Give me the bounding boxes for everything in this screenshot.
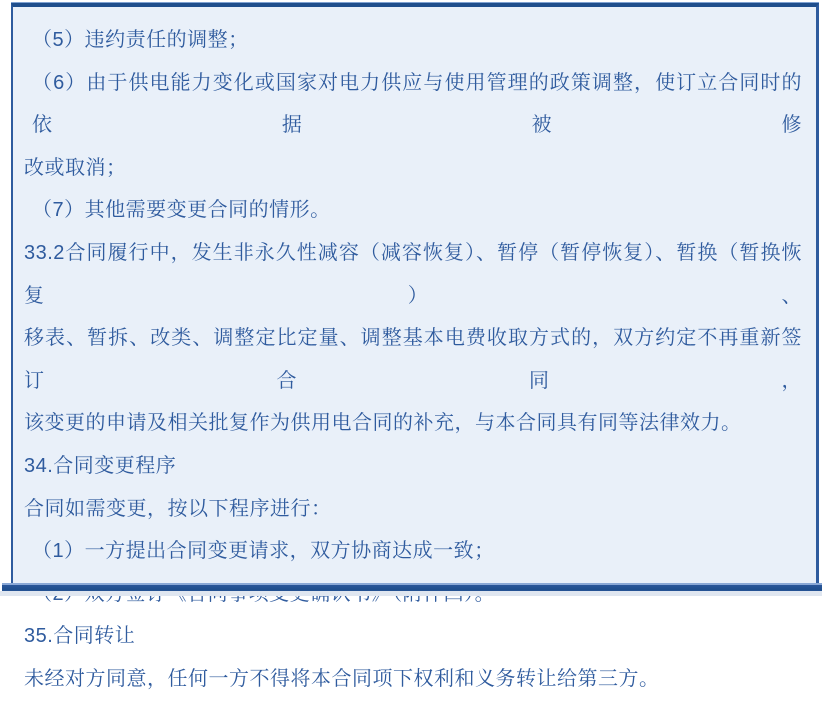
contract-line-clause-35-heading: 35.合同转让 (24, 625, 136, 648)
contract-line-clause-34-heading: 34.合同变更程序 (24, 454, 177, 477)
contract-line-item-7: （7）其他需要变更合同的情形。 (32, 199, 331, 222)
bottom-edge-strip (0, 591, 822, 596)
contract-line-clause-35-body: 未经对方同意，任何一方不得将本合同项下权利和义务转让给第三方。 (24, 667, 660, 690)
contract-line-clause-33-2: 33.2合同履行中，发生非永久性减容（减容恢复）、暂停（暂停恢复）、暂换（暂换恢复）、 (24, 241, 802, 307)
contract-text-panel (11, 3, 819, 690)
contract-line-clause-33-2-continued: 移表、暂拆、改类、调整定比定量、调整基本电费收取方式的，双方约定不再重新签订合同， (24, 327, 802, 392)
contract-line-clause-33-2-end: 该变更的申请及相关批复作为供用电合同的补充，与本合同具有同等法律效力。 (24, 412, 742, 435)
contract-line-clause-34-intro: 合同如需变更，按以下程序进行： (24, 497, 332, 520)
contract-line-item-5: （5）违约责任的调整； (32, 29, 249, 51)
contract-line-item-1: （1）一方提出合同变更请求，双方协商达成一致； (32, 540, 495, 563)
table-bottom-border (2, 583, 822, 591)
contract-line-item-6-continued: 改或取消； (24, 156, 127, 179)
contract-line-item-6: （6）由于供电能力变化或国家对电力供应与使用管理的政策调整，使订立合同时的依据被修 (32, 71, 802, 137)
